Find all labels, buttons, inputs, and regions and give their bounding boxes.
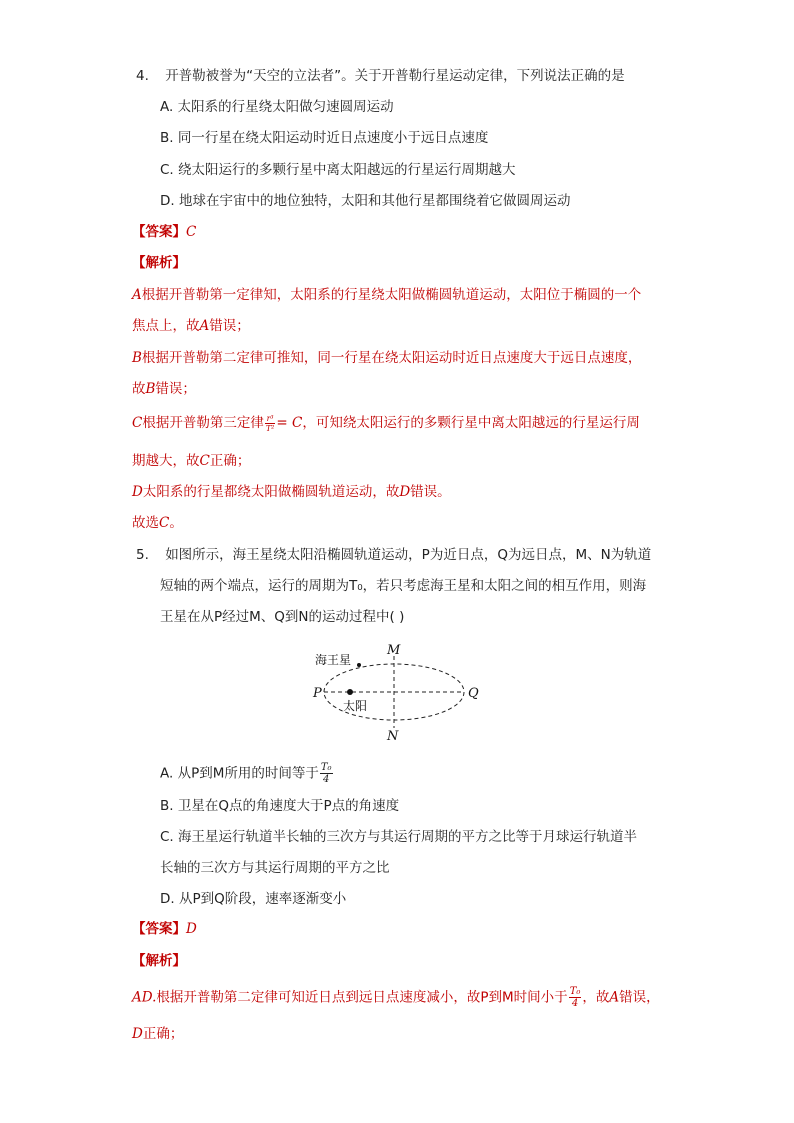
q4-conclusion: 故选C。 bbox=[132, 515, 183, 531]
sun-label: 太阳 bbox=[343, 699, 368, 713]
question-text: 如图所示，海王星绕太阳沿椭圆轨道运动，P为近日点，Q为远日点，M、N为轨道 bbox=[165, 547, 652, 563]
question-number: 4. bbox=[136, 68, 149, 84]
orbit-diagram bbox=[305, 642, 485, 742]
q4-analysis-b: B根据开普勒第二定律可推知，同一行星在绕太阳运动时近日点速度大于远日点速度， bbox=[132, 350, 642, 366]
q5-analysis-ad-cont: D正确； bbox=[132, 1026, 184, 1042]
question-number: 5. bbox=[136, 547, 149, 563]
label-p: P bbox=[313, 686, 322, 701]
question-5-stem-3: 王星在从P经过M、Q到N的运动过程中( ) bbox=[160, 609, 405, 625]
q4-analysis-c-cont: 期越大，故C正确； bbox=[132, 453, 251, 469]
label-m: M bbox=[387, 643, 401, 658]
formula-fraction: $\frac{\text{r³}}{\text{T²}}$ bbox=[265, 413, 275, 433]
q4-option-d: D. 地球在宇宙中的地位独特，太阳和其他行星都围绕着它做圆周运动 bbox=[160, 193, 571, 209]
answer-value: C bbox=[186, 224, 197, 240]
answer-label: 【答案】 bbox=[132, 224, 186, 240]
answer-value: D bbox=[186, 921, 197, 937]
q4-analysis-b-cont: 故B错误； bbox=[132, 381, 196, 397]
q4-option-b: B. 同一行星在绕太阳运动时近日点速度小于远日点速度 bbox=[160, 130, 489, 146]
q5-option-b: B. 卫星在Q点的角速度大于P点的角速度 bbox=[160, 798, 400, 814]
planet-dot bbox=[357, 663, 361, 667]
planet-label: 海王星 bbox=[315, 653, 352, 667]
q4-answer bbox=[132, 222, 196, 242]
label-n: N bbox=[387, 729, 399, 742]
q5-option-c: C. 海王星运行轨道半长轴的三次方与其运行周期的平方之比等于月球运行轨道半 bbox=[160, 829, 638, 845]
q5-analysis-label: 【解析】 bbox=[132, 953, 186, 969]
q4-analysis-a: A根据开普勒第一定律知，太阳系的行星绕太阳做椭圆轨道运动，太阳位于椭圆的一个 bbox=[132, 287, 642, 303]
question-4-stem bbox=[136, 66, 625, 86]
question-text: 开普勒被誉为“天空的立法者”。关于开普勒行星运动定律，下列说法正确的是 bbox=[165, 68, 625, 84]
formula-fraction: $\frac{\text{T₀}}{4}$ bbox=[320, 762, 332, 785]
answer-label: 【答案】 bbox=[132, 921, 186, 937]
sun-dot bbox=[347, 689, 353, 695]
q4-analysis-d: D太阳系的行星都绕太阳做椭圆轨道运动，故D错误。 bbox=[132, 484, 451, 500]
q5-answer bbox=[132, 919, 197, 939]
q4-option-a: A. 太阳系的行星绕太阳做匀速圆周运动 bbox=[160, 99, 394, 115]
label-q: Q bbox=[468, 686, 479, 701]
q4-option-c: C. 绕太阳运行的多颗行星中离太阳越远的行星运行周期越大 bbox=[160, 162, 516, 178]
question-5-stem bbox=[136, 545, 651, 565]
q5-analysis-ad: AD.根据开普勒第二定律可知近日点到远日点速度减小，故P到M时间小于 $\frac{\text{T₀}}{4}$ ，故A错误， bbox=[132, 986, 660, 1009]
q4-analysis-label: 【解析】 bbox=[132, 255, 186, 271]
formula-fraction: $\frac{\text{T₀}}{4}$ bbox=[569, 986, 581, 1009]
q5-option-a: A. 从P到M所用的时间等于 $\frac{\text{T₀}}{4}$ bbox=[160, 762, 332, 785]
q4-analysis-c: C根据开普勒第三定律 $\frac{\text{r³}}{\text{T²}}$ = C，可知绕太阳运行的多颗行星中离太阳越远的行星运行周 bbox=[132, 413, 640, 433]
q5-option-d: D. 从P到Q阶段，速率逐渐变小 bbox=[160, 891, 347, 907]
q4-analysis-a-cont: 焦点上，故A错误； bbox=[132, 318, 250, 334]
question-5-stem-2: 短轴的两个端点，运行的周期为T₀，若只考虑海王星和太阳之间的相互作用，则海 bbox=[160, 578, 647, 594]
q5-option-c-cont: 长轴的三次方与其运行周期的平方之比 bbox=[160, 860, 390, 876]
